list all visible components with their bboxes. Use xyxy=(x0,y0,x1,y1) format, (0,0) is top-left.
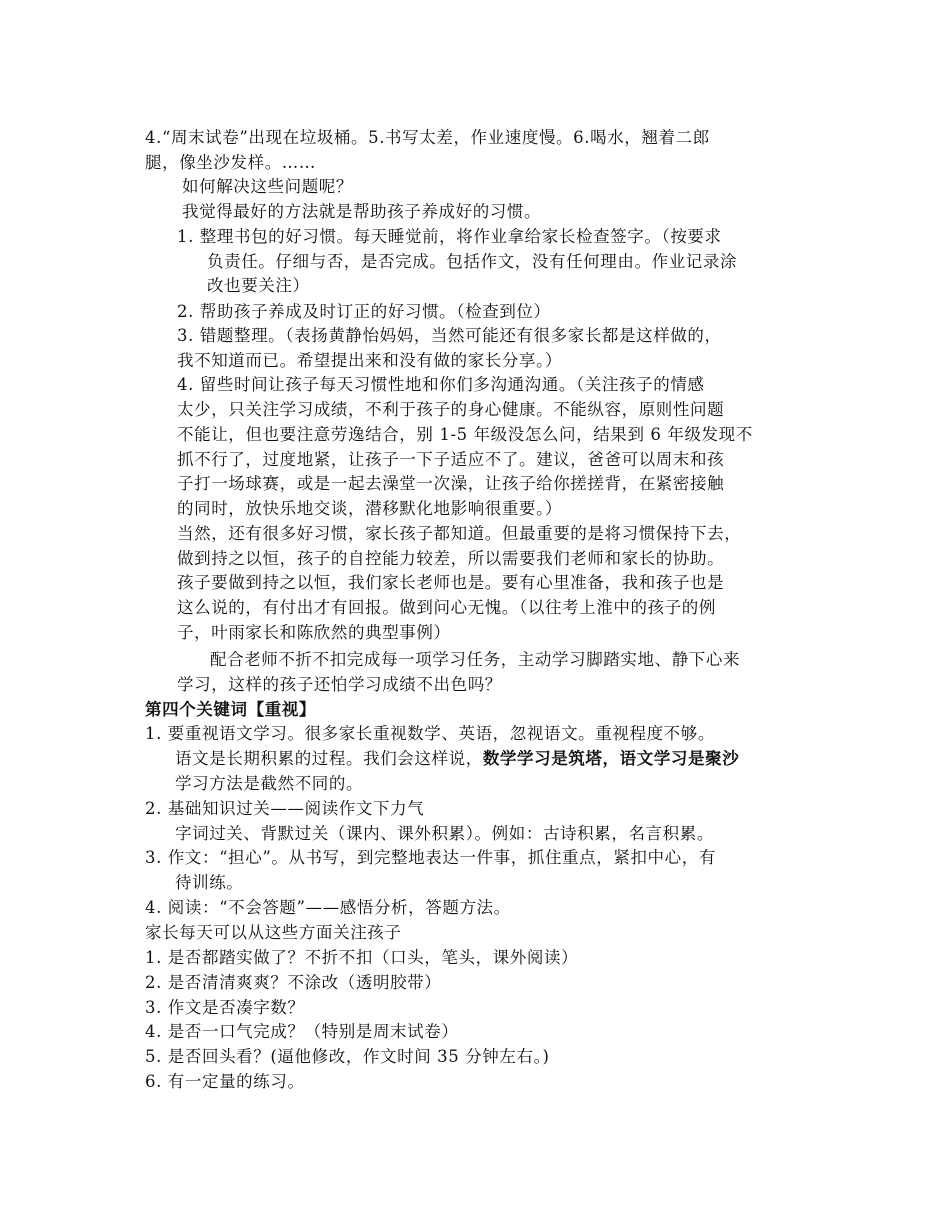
focus-item-3-line-1: 3. 作文：“担心”。从书写，到完整地表达一件事，抓住重点，紧扣中心，有 xyxy=(145,848,716,867)
focus-item-3-line-2: 待训练。 xyxy=(175,873,244,892)
daily-heading: 家长每天可以从这些方面关注孩子 xyxy=(145,923,402,942)
daily-item-6: 6. 有一定量的练习。 xyxy=(145,1072,305,1091)
habit-item-4-line-5: 子打一场球赛，或是一起去澡堂一次澡，让孩子给你搓搓背，在紧密接触 xyxy=(177,474,725,493)
focus-item-1-line-3: 学习方法是截然不同的。 xyxy=(175,774,364,793)
habit-item-4-line-2: 太少，只关注学习成绩，不利于孩子的身心健康。不能纵容，原则性问题 xyxy=(177,400,725,419)
focus-item-1-line-1: 1. 要重视语文学习。很多家长重视数学、英语，忽视语文。重视程度不够。 xyxy=(145,724,715,743)
focus-item-1-emphasis: 数学学习是筑塔，语文学习是聚沙 xyxy=(482,749,740,768)
habit-item-2: 2. 帮助孩子养成及时订正的好习惯。（检查到位） xyxy=(177,302,551,321)
focus-item-2-line-2: 字词过关、背默过关（课内、课外积累）。例如：古诗积累，名言积累。 xyxy=(175,824,714,843)
habit-item-4-line-1: 4. 留些时间让孩子每天习惯性地和你们多沟通沟通。（关注孩子的情感 xyxy=(177,375,705,394)
intro-line-2: 腿，像坐沙发样。…… xyxy=(145,153,316,172)
focus-item-4: 4. 阅读：“不会答题”——感悟分析，答题方法。 xyxy=(145,898,511,917)
cooperate-line-1: 配合老师不折不扣完成每一项学习任务，主动学习脚踏实地、静下心来 xyxy=(210,650,741,669)
habit-item-1-line-2: 负责任。仔细与否，是否完成。包括作文，没有任何理由。作业记录涂 xyxy=(207,252,738,271)
habit-item-4-line-4: 抓不行了，过度地紧，让孩子一下子适应不了。建议，爸爸可以周末和孩 xyxy=(177,450,725,469)
method-line: 我觉得最好的方法就是帮助孩子养成好的习惯。 xyxy=(182,202,542,221)
persist-line-5: 子，叶雨家长和陈欣然的典型事例） xyxy=(177,623,451,642)
section-heading: 第四个关键词【重视】 xyxy=(145,700,316,719)
habit-item-1-line-1: 1. 整理书包的好习惯。每天睡觉前，将作业拿给家长检查签字。（按要求 xyxy=(177,227,722,246)
daily-item-2: 2. 是否清清爽爽？不涂改（透明胶带） xyxy=(145,973,442,992)
habit-item-3-line-2: 我不知道而已。希望提出来和没有做的家长分享。） xyxy=(177,351,563,370)
cooperate-line-2: 学习，这样的孩子还怕学习成绩不出色吗？ xyxy=(177,675,502,694)
daily-item-4: 4. 是否一口气完成？（特别是周末试卷） xyxy=(145,1022,459,1041)
daily-item-1: 1. 是否都踏实做了？不折不扣（口头，笔头，课外阅读） xyxy=(145,948,579,967)
persist-line-4: 这么说的，有付出才有回报。做到问心无愧。（以往考上淮中的孩子的例 xyxy=(177,598,716,617)
habit-item-1-line-3: 改也要关注） xyxy=(207,276,310,295)
focus-item-1-text: 语文是长期积累的过程。我们会这样说， xyxy=(175,749,483,768)
persist-line-1: 当然，还有很多好习惯，家长孩子都知道。但最重要的是将习惯保持下去， xyxy=(177,524,742,543)
daily-item-3: 3. 作文是否凑字数？ xyxy=(145,998,305,1017)
intro-line-1: 4.“周末试卷”出现在垃圾桶。5.书写太差，作业速度慢。6.喝水，翘着二郎 xyxy=(145,128,710,147)
focus-item-1-line-2 xyxy=(175,747,739,771)
habit-item-3-line-1: 3. 错题整理。（表扬黄静怡妈妈，当然可能还有很多家长都是这样做的， xyxy=(177,326,722,345)
habit-item-4-line-3: 不能让，但也要注意劳逸结合，别 1-5 年级没怎么问，结果到 6 年级发现不 xyxy=(177,425,753,444)
daily-item-5: 5. 是否回头看？(逼他修改，作文时间 35 分钟左右。) xyxy=(145,1047,550,1066)
focus-item-2-line-1: 2. 基础知识过关——阅读作文下力气 xyxy=(145,799,425,818)
question-line: 如何解决这些问题呢？ xyxy=(182,177,353,196)
persist-line-2: 做到持之以恒，孩子的自控能力较差，所以需要我们老师和家长的协助。 xyxy=(177,549,725,568)
habit-item-4-line-6: 的同时，放快乐地交谈，潜移默化地影响很重要。） xyxy=(177,499,563,518)
persist-line-3: 孩子要做到持之以恒，我们家长老师也是。要有心里准备，我和孩子也是 xyxy=(177,573,725,592)
